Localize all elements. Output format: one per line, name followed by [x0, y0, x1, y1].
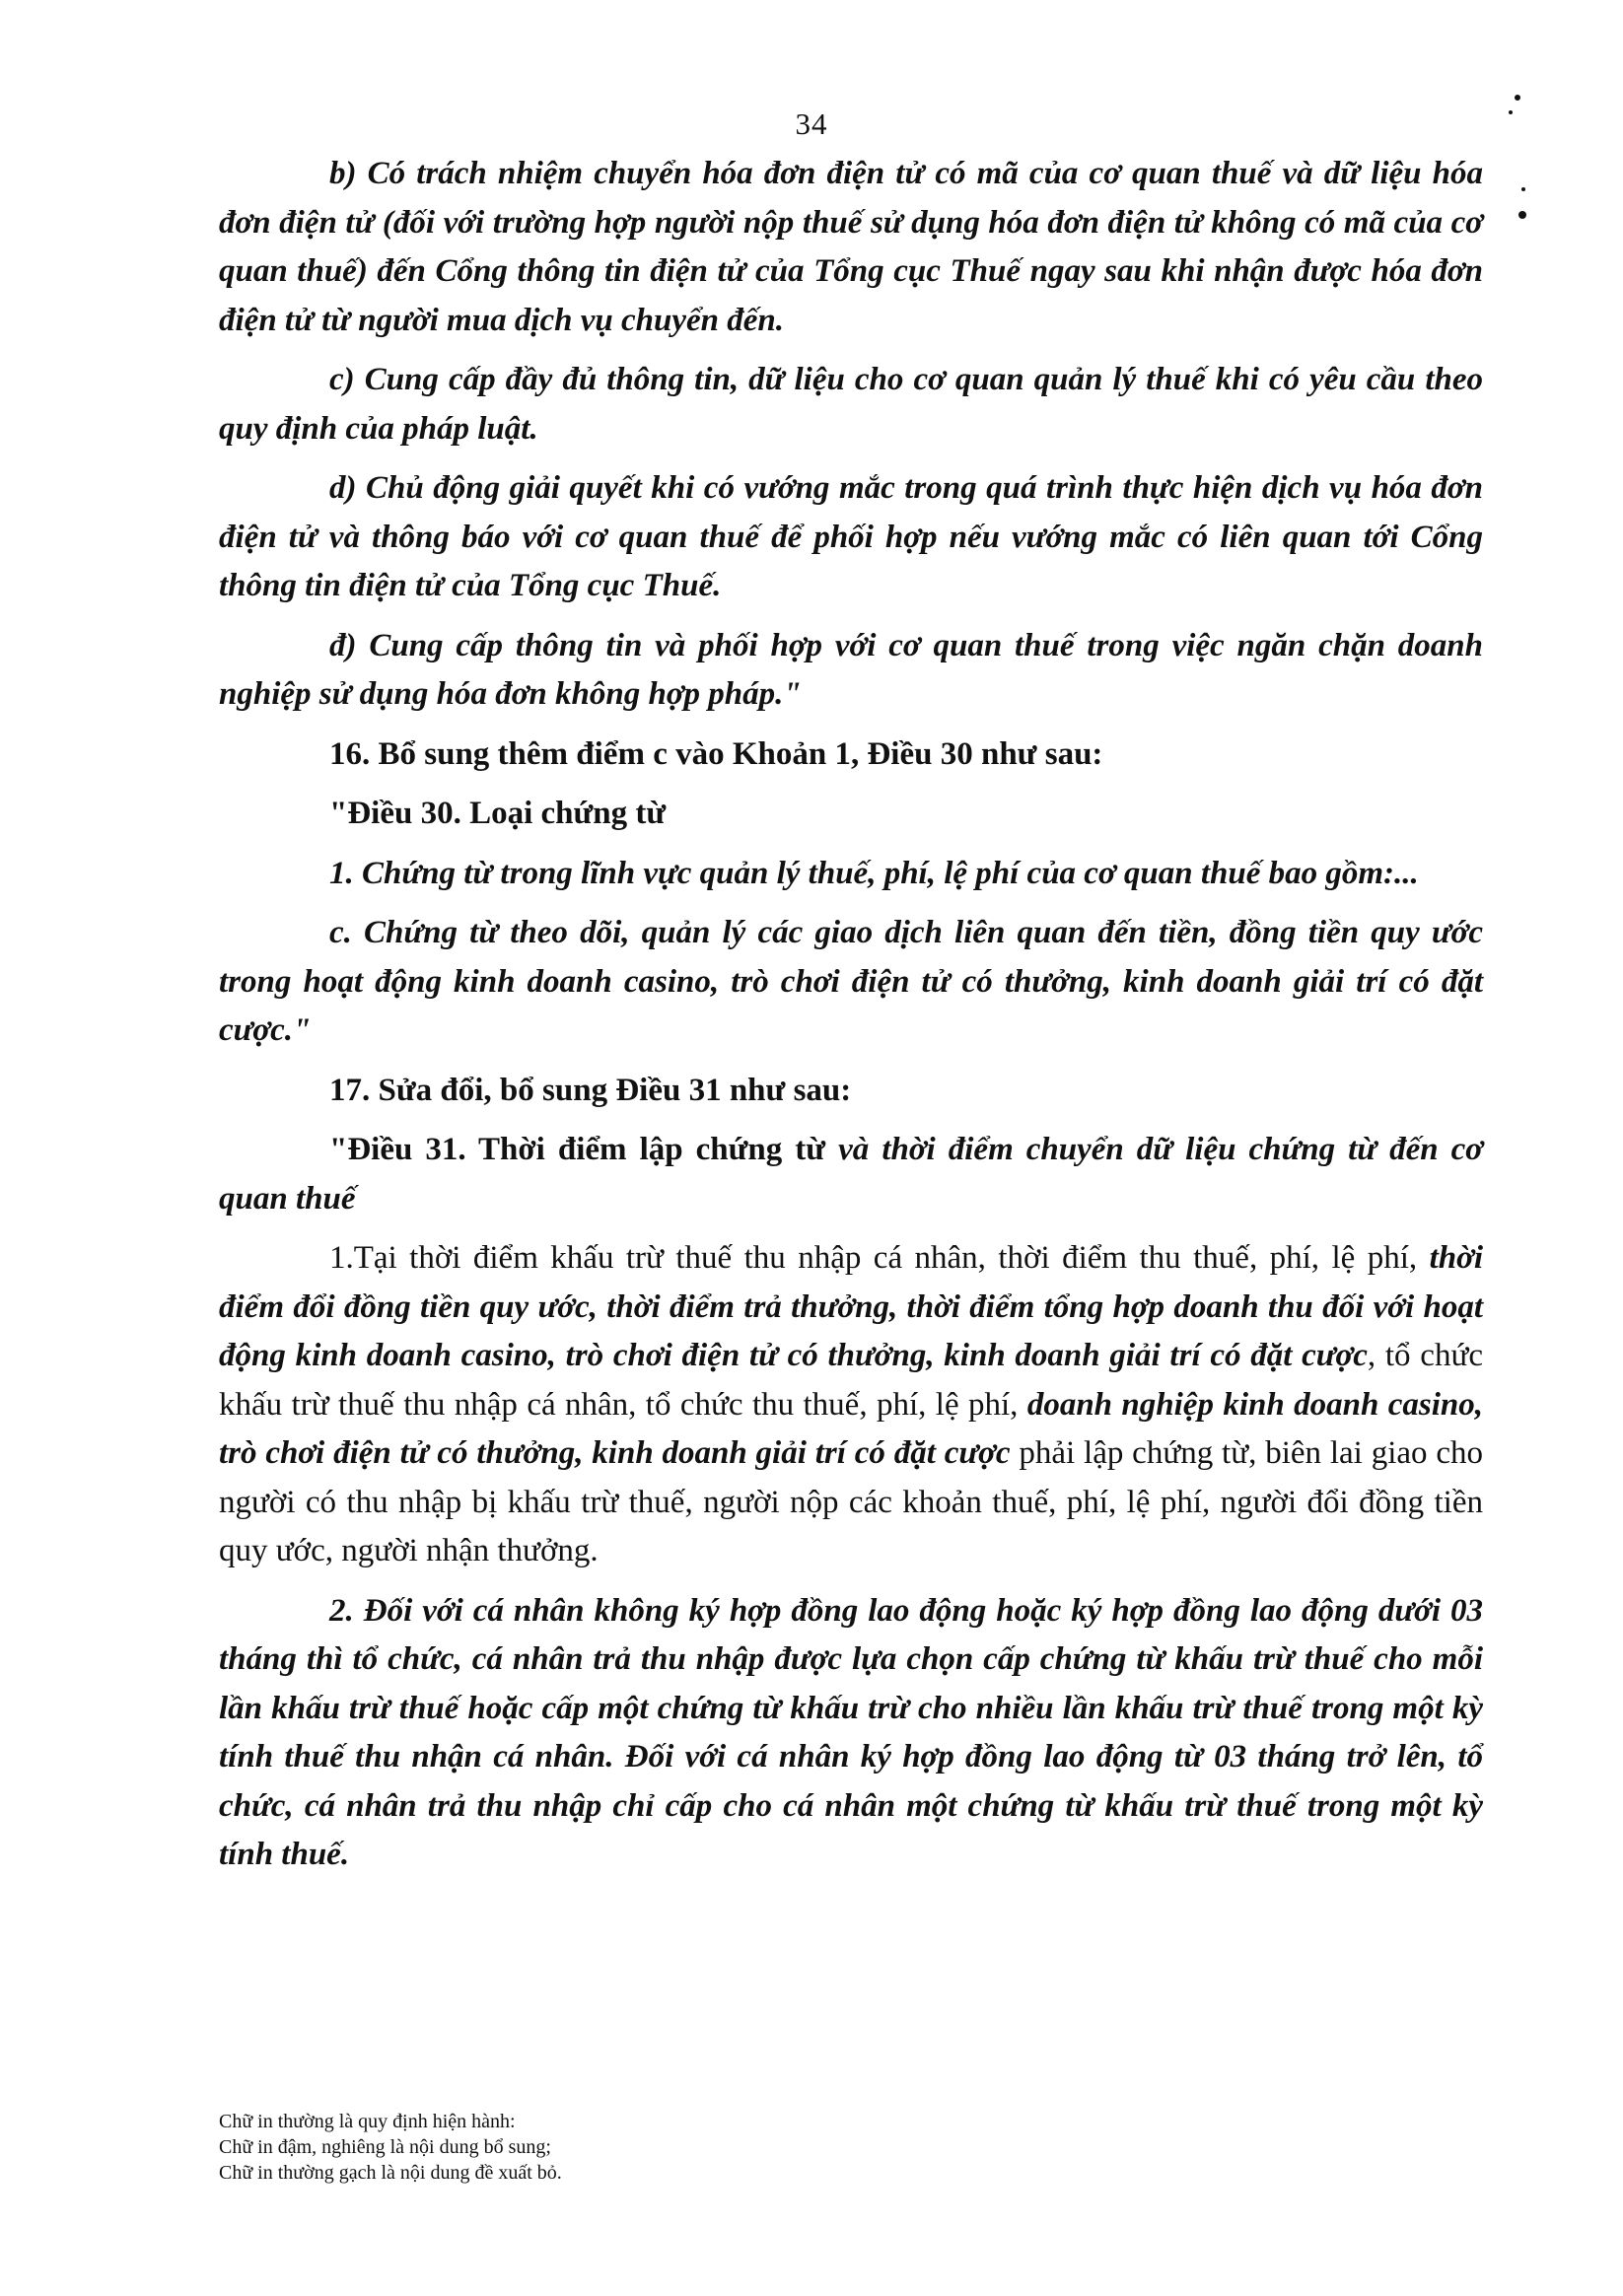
article-31-title [219, 1126, 1483, 1223]
page-number: 34 [795, 106, 828, 141]
paragraph-b: b) Có trách nhiệm chuyển hóa đơn điện tử có mã của cơ quan thuế và dữ liệu hóa đơn điện tử (đối với trường hợp người nộp thuế sử dụng hóa đơn điện tử không có mã của cơ quan thuế) đến Cổng thông tin điện tử của Tổng cục Thuế ngay sau khi nhận được hóa đơn điện tử từ người mua dịch vụ chuyển đến. [219, 156, 1483, 338]
section-17-heading: 17. Sửa đổi, bổ sung Điều 31 như sau: [329, 1072, 852, 1108]
article-31-clause-2: 2. Đối với cá nhân không ký hợp đồng lao động hoặc ký hợp đồng lao động dưới 03 tháng thì tổ chức, cá nhân trả thu nhập được lựa chọn cấp chứng từ khấu trừ thuế cho mỗi lần khấu trừ thuế hoặc cấp một chứng từ khấu trừ cho nhiều lần khấu trừ thuế trong một kỳ tính thuế thu nhận cá nhân. Đối với cá nhân ký hợp đồng lao động từ 03 tháng trở lên, tổ chức, cá nhân trả thu nhập chỉ cấp cho cá nhân một chứng từ khấu trừ thuế trong một kỳ tính thuế. [219, 1592, 1483, 1872]
article-30-clause-1: 1. Chứng từ trong lĩnh vực quản lý thuế, phí, lệ phí của cơ quan thuế bao gồm:... [329, 855, 1419, 891]
section-16-heading: 16. Bổ sung thêm điểm c vào Khoản 1, Điều 30 như sau: [329, 735, 1103, 772]
article-30-title: "Điều 30. Loại chứng từ [329, 796, 667, 831]
footnote-line: Chữ in thường là quy định hiện hành: [219, 2111, 516, 2132]
scan-speck [1518, 211, 1526, 219]
footnote-line: Chữ in thường gạch là nội dung đề xuất bỏ. [219, 2162, 562, 2184]
clause-1-text-added: thời điểm đổi đồng tiền quy ước, thời điểm trả thưởng, thời điểm tổng hợp doanh thu đối với hoạt động kinh doanh casino, trò chơi điện tử có thưởng, kinh doanh giải trí có đặt cược [219, 1240, 1483, 1373]
clause-1-text-regular: , tổ chức khấu trừ thuế thu nhập cá nhân, tổ chức thu thuế, phí, lệ phí, [219, 1338, 1483, 1423]
article-31-title-italic: và thời điểm chuyển dữ liệu chứng từ đến cơ quan thuế [219, 1132, 1483, 1217]
footnote-legend [219, 2109, 1402, 2186]
paragraph-c: c) Cung cấp đầy đủ thông tin, dữ liệu cho cơ quan quản lý thuế khi có yêu cầu theo quy định của pháp luật. [219, 362, 1483, 447]
article-31-clause-1 [219, 1234, 1483, 1576]
footnote-line: Chữ in đậm, nghiêng là nội dung bổ sung; [219, 2136, 551, 2158]
scan-speck [1521, 187, 1525, 191]
scan-speck [1515, 95, 1520, 101]
article-30-point-c: c. Chứng từ theo dõi, quản lý các giao dịch liên quan đến tiền, đồng tiền quy ước trong hoạt động kinh doanh casino, trò chơi điện tử có thưởng, kinh doanh giải trí có đặt cược." [219, 915, 1483, 1048]
paragraph-d: d) Chủ động giải quyết khi có vướng mắc trong quá trình thực hiện dịch vụ hóa đơn điện tử và thông báo với cơ quan thuế để phối hợp nếu vướng mắc có liên quan tới Cổng thông tin điện tử của Tổng cục Thuế. [219, 470, 1483, 603]
clause-1-text-regular: phải lập chứng từ, biên lai giao cho người có thu nhập bị khấu trừ thuế, người nộp các khoản thuế, phí, lệ phí, người đổi đồng tiền quy ước, người nhận thưởng. [219, 1435, 1483, 1568]
clause-1-text-added: doanh nghiệp kinh doanh casino, trò chơi điện tử có thưởng, kinh doanh giải trí có đặt cược [219, 1386, 1483, 1471]
document-body [219, 150, 1483, 1891]
article-31-title-bold: "Điều 31. Thời điểm lập chứng từ [329, 1132, 826, 1167]
clause-1-text-regular: 1.Tại thời điểm khấu trừ thuế thu nhập cá nhân, thời điểm thu thuế, phí, lệ phí, [329, 1240, 1430, 1276]
paragraph-dd: đ) Cung cấp thông tin và phối hợp với cơ quan thuế trong việc ngăn chặn doanh nghiệp sử dụng hóa đơn không hợp pháp." [219, 627, 1483, 712]
